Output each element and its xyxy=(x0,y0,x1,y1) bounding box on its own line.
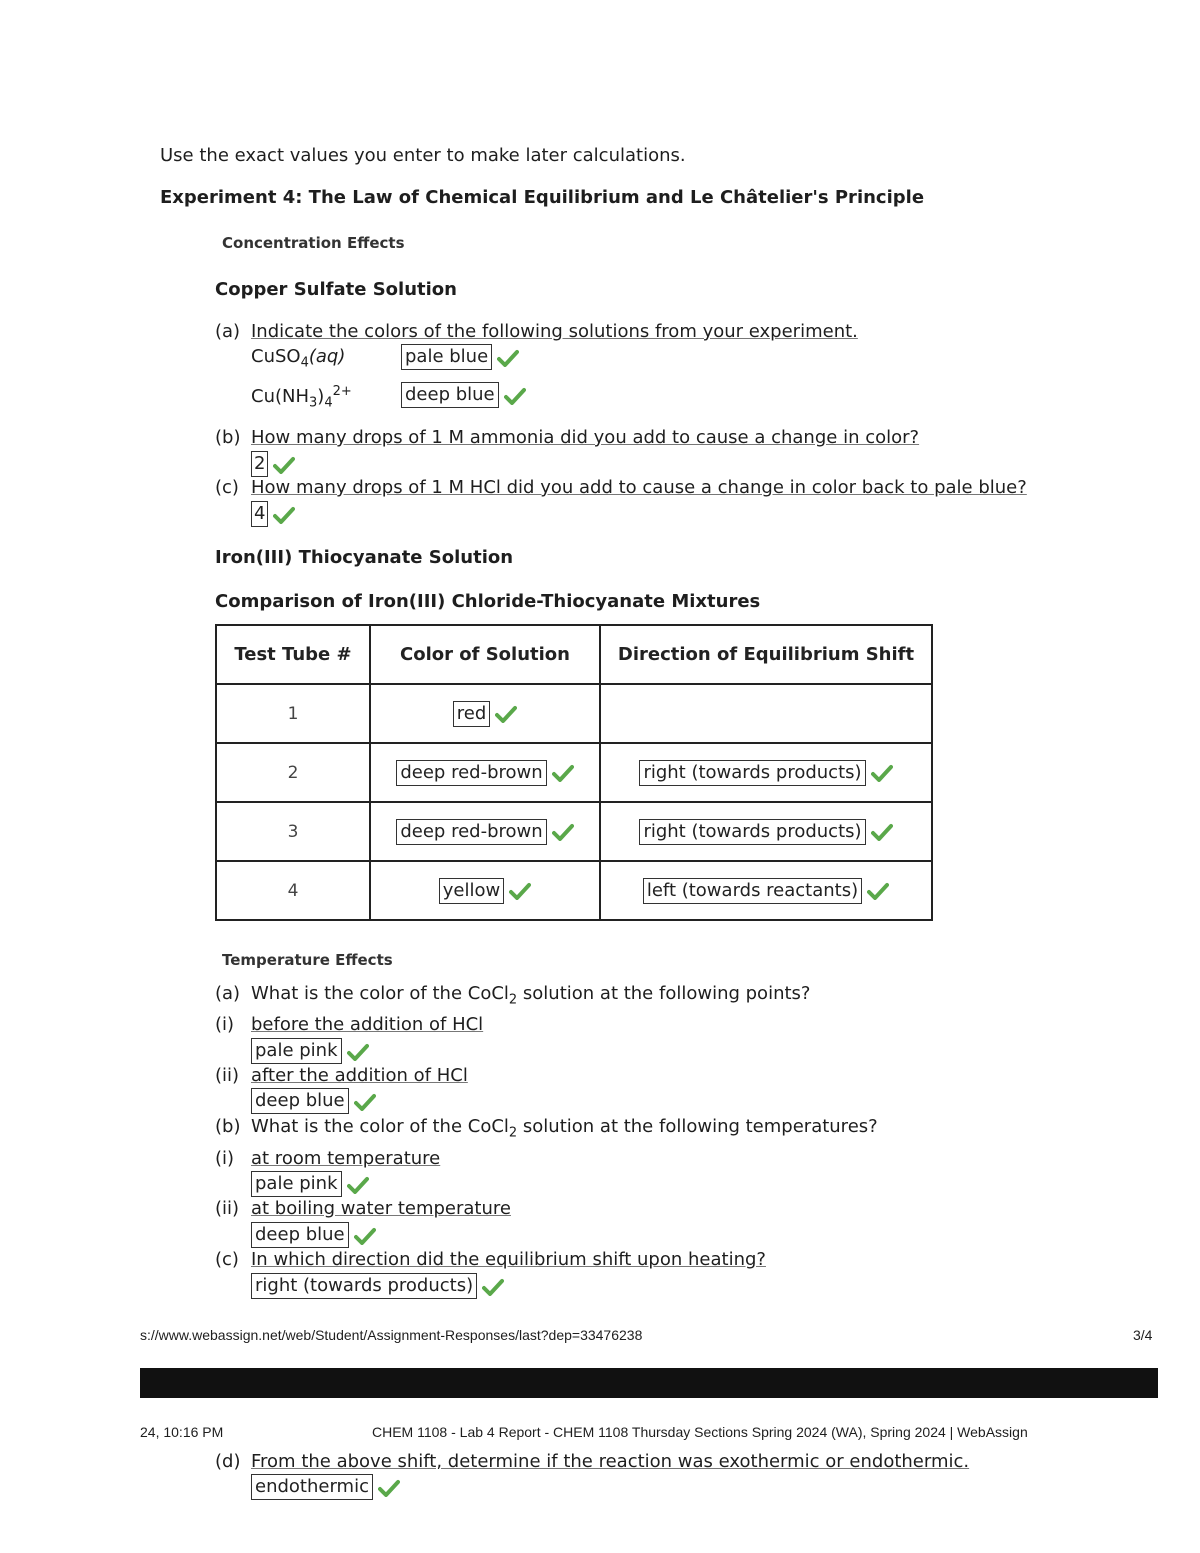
c-answer-group xyxy=(251,501,295,527)
concentration-section-label: Concentration Effects xyxy=(222,234,405,252)
color-cell xyxy=(370,743,600,802)
formula-sub: 2 xyxy=(508,1125,518,1141)
question-text: solution at the following points? xyxy=(517,983,811,1004)
check-icon xyxy=(871,764,893,782)
cuso4-answer-group xyxy=(401,344,519,370)
answer-field[interactable]: endothermic xyxy=(251,1474,373,1500)
question-text: What is the color of the CoCl xyxy=(251,1116,509,1137)
question-text: solution at the following temperatures? xyxy=(517,1116,878,1137)
formula-sub: 3 xyxy=(309,395,318,411)
check-icon xyxy=(504,387,526,405)
answer-field[interactable]: 4 xyxy=(251,501,268,527)
b-i-answer-group xyxy=(251,1171,369,1197)
answer-field[interactable]: pale pink xyxy=(251,1171,342,1197)
question-b-copper xyxy=(215,427,919,448)
answer-field[interactable]: right (towards products) xyxy=(639,760,865,786)
tube-number: 4 xyxy=(216,861,370,920)
a-i-answer-group xyxy=(251,1038,369,1064)
copper-heading: Copper Sulfate Solution xyxy=(215,279,457,300)
formula-main: CuSO xyxy=(251,346,301,367)
question-b-i xyxy=(215,1148,440,1169)
question-a-i xyxy=(215,1014,483,1035)
tube-number: 3 xyxy=(216,802,370,861)
question-b-temperature xyxy=(215,1116,878,1141)
question-text: What is the color of the CoCl xyxy=(251,983,509,1004)
check-icon xyxy=(347,1043,369,1061)
shift-cell xyxy=(600,743,932,802)
table-row xyxy=(216,743,932,802)
check-icon xyxy=(871,823,893,841)
page-header-time: 24, 10:16 PM xyxy=(140,1424,224,1440)
answer-field[interactable]: deep red-brown xyxy=(396,760,546,786)
c-answer-group xyxy=(251,1273,504,1299)
shift-cell xyxy=(600,861,932,920)
question-label: (b) xyxy=(215,427,241,448)
question-label: (ii) xyxy=(215,1198,240,1219)
shift-cell xyxy=(600,684,932,743)
cunh3-answer-group xyxy=(401,382,526,408)
question-text: Indicate the colors of the following solutions from your experiment. xyxy=(251,321,858,342)
tube-number: 2 xyxy=(216,743,370,802)
question-text: after the addition of HCl xyxy=(251,1065,468,1086)
check-icon xyxy=(509,882,531,900)
question-text: at boiling water temperature xyxy=(251,1198,511,1219)
answer-field[interactable]: right (towards products) xyxy=(639,819,865,845)
color-cell xyxy=(370,684,600,743)
question-a-ii xyxy=(215,1065,468,1086)
question-text: before the addition of HCl xyxy=(251,1014,484,1035)
question-a-copper xyxy=(215,321,858,342)
b-ii-answer-group xyxy=(251,1222,376,1248)
color-cell xyxy=(370,802,600,861)
answer-field[interactable]: deep blue xyxy=(251,1222,349,1248)
table-header: Test Tube # xyxy=(216,625,370,684)
intro-text: Use the exact values you enter to make later calculations. xyxy=(160,145,686,166)
table-title: Comparison of Iron(III) Chloride-Thiocyanate Mixtures xyxy=(215,591,761,612)
formula-close: ) xyxy=(317,386,325,407)
answer-field[interactable]: yellow xyxy=(439,878,504,904)
check-icon xyxy=(495,705,517,723)
question-d-temperature xyxy=(215,1451,969,1472)
answer-field[interactable]: pale blue xyxy=(401,344,492,370)
formula-sub: 4 xyxy=(300,355,309,371)
check-icon xyxy=(273,456,295,474)
question-label: (c) xyxy=(215,477,239,498)
footer-page-number: 3/4 xyxy=(1133,1327,1153,1343)
question-label: (a) xyxy=(215,321,241,342)
experiment-title: Experiment 4: The Law of Chemical Equilibrium and Le Châtelier's Principle xyxy=(160,187,925,208)
check-icon xyxy=(867,882,889,900)
d-answer-group xyxy=(251,1474,400,1500)
question-label: (c) xyxy=(215,1249,239,1270)
check-icon xyxy=(552,823,574,841)
question-label: (b) xyxy=(215,1116,241,1137)
question-text: How many drops of 1 M HCl did you add to cause a change in color back to pale blue? xyxy=(251,477,1027,498)
table-header: Color of Solution xyxy=(370,625,600,684)
question-text: In which direction did the equilibrium shift upon heating? xyxy=(251,1249,766,1270)
iron-heading: Iron(III) Thiocyanate Solution xyxy=(215,547,514,568)
formula-sub: 2 xyxy=(508,992,518,1008)
answer-field[interactable]: red xyxy=(453,701,491,727)
temperature-section-label: Temperature Effects xyxy=(222,951,393,969)
answer-field[interactable]: left (towards reactants) xyxy=(643,878,862,904)
cuso4-formula xyxy=(251,346,345,371)
answer-field[interactable]: deep red-brown xyxy=(396,819,546,845)
table-row xyxy=(216,802,932,861)
formula-sub: 4 xyxy=(324,395,333,411)
equilibrium-table xyxy=(215,624,933,921)
cunh3-formula xyxy=(251,384,352,411)
b-answer-group xyxy=(251,451,295,477)
question-a-temperature xyxy=(215,983,810,1008)
formula-phase: (aq) xyxy=(308,346,346,367)
a-ii-answer-group xyxy=(251,1088,376,1114)
question-label: (i) xyxy=(215,1148,235,1169)
check-icon xyxy=(378,1479,400,1497)
question-c-temperature xyxy=(215,1249,766,1270)
question-b-ii xyxy=(215,1198,511,1219)
check-icon xyxy=(347,1176,369,1194)
answer-field[interactable]: deep blue xyxy=(251,1088,349,1114)
table-row xyxy=(216,684,932,743)
table-header-row xyxy=(216,625,932,684)
question-c-copper xyxy=(215,477,1027,498)
check-icon xyxy=(273,506,295,524)
check-icon xyxy=(354,1227,376,1245)
check-icon xyxy=(552,764,574,782)
answer-field[interactable]: deep blue xyxy=(401,382,499,408)
page-header-title: CHEM 1108 - Lab 4 Report - CHEM 1108 Thursday Sections Spring 2024 (WA), Spring 2024 | WebAssign xyxy=(372,1424,1028,1440)
question-label: (ii) xyxy=(215,1065,240,1086)
tube-number: 1 xyxy=(216,684,370,743)
question-label: (i) xyxy=(215,1014,235,1035)
check-icon xyxy=(354,1093,376,1111)
check-icon xyxy=(497,349,519,367)
formula-main: Cu(NH xyxy=(251,386,309,407)
table-header: Direction of Equilibrium Shift xyxy=(600,625,932,684)
check-icon xyxy=(482,1278,504,1296)
page-separator-bar xyxy=(140,1368,1158,1398)
question-label: (d) xyxy=(215,1451,241,1472)
question-label: (a) xyxy=(215,983,241,1004)
shift-cell xyxy=(600,802,932,861)
question-text: From the above shift, determine if the reaction was exothermic or endothermic. xyxy=(251,1451,970,1472)
table-row xyxy=(216,861,932,920)
question-text: at room temperature xyxy=(251,1148,441,1169)
question-text: How many drops of 1 M ammonia did you add to cause a change in color? xyxy=(251,427,920,448)
answer-field[interactable]: right (towards products) xyxy=(251,1273,477,1299)
color-cell xyxy=(370,861,600,920)
answer-field[interactable]: 2 xyxy=(251,451,268,477)
footer-url: s://www.webassign.net/web/Student/Assignment-Responses/last?dep=33476238 xyxy=(140,1327,643,1343)
answer-field[interactable]: pale pink xyxy=(251,1038,342,1064)
formula-charge: 2+ xyxy=(332,384,352,399)
